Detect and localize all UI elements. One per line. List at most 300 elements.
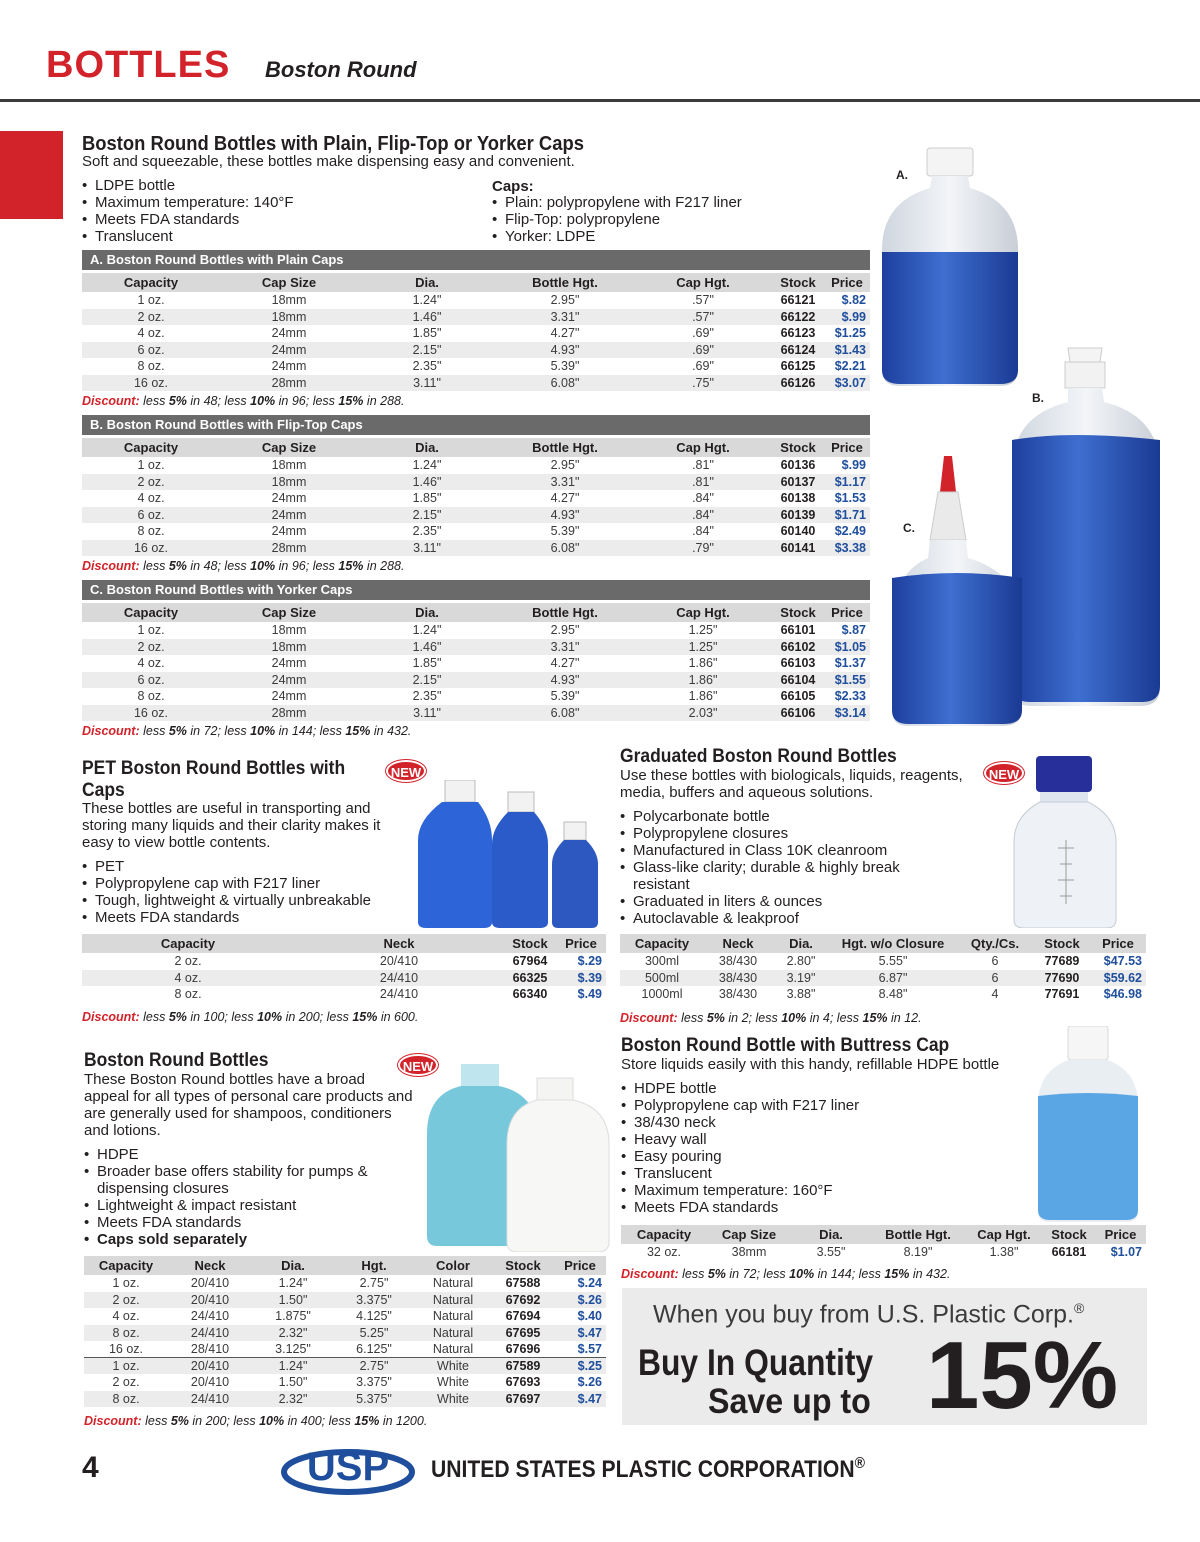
table-cell: 2.32"	[252, 1325, 334, 1342]
table-row	[620, 970, 1146, 987]
table-cell: 2.35"	[412, 359, 442, 374]
table-cell: 16 oz.	[82, 705, 220, 722]
table-cell: 2.35"	[412, 524, 442, 539]
table-cell: 6	[956, 970, 1034, 987]
s1-features	[82, 177, 482, 245]
table-cell: 5.55"	[878, 954, 908, 969]
table-cell: 20/410	[190, 1276, 230, 1291]
s1-table-block	[82, 580, 870, 738]
table-cell: 66340	[512, 987, 548, 1002]
table-cell: 18mm	[271, 293, 307, 308]
table-cell: 66106	[772, 705, 824, 722]
promo-percent: 15%	[926, 1322, 1119, 1429]
table-row	[620, 986, 1146, 1003]
table-cell: White	[414, 1358, 492, 1375]
table-cell: 20/410	[168, 1358, 252, 1375]
table-cell: 66104	[772, 672, 824, 689]
table-cell: 67964	[512, 954, 548, 969]
buttress-feature: • Meets FDA standards	[621, 1199, 911, 1216]
table-cell: 24mm	[271, 689, 307, 704]
table-row	[82, 375, 870, 392]
table-cell: 1.85"	[412, 491, 442, 506]
table-cell: 2.15"	[358, 672, 496, 689]
promo-line2: Buy In Quantity	[638, 1342, 874, 1383]
table-cell: 67692	[492, 1292, 554, 1309]
usp-logo	[280, 1432, 416, 1500]
table-cell: 24/410	[379, 987, 419, 1002]
pet-feature: • Polypropylene cap with F217 liner	[82, 875, 412, 892]
col-header: Price	[1090, 934, 1146, 953]
table-cell: 1.24"	[252, 1358, 334, 1375]
table-cell: 28mm	[220, 705, 358, 722]
table-cell: 4.27"	[550, 326, 580, 341]
table-cell: $3.07	[824, 375, 870, 392]
table-cell: 66124	[772, 342, 824, 359]
table-cell: $.25	[554, 1358, 606, 1375]
table-cell: 1.25"	[634, 639, 772, 656]
s1-cap-item: • Flip-Top: polypropylene	[492, 211, 822, 228]
grad-feature: • Polypropylene closures	[620, 825, 930, 842]
promo-line1: When you buy from U.S. Plastic Corp.®	[653, 1300, 1085, 1329]
table-cell: 8 oz.	[174, 987, 202, 1002]
table-cell: 6.08"	[496, 705, 634, 722]
col-header: Stock	[772, 273, 824, 292]
table-cell: 8 oz.	[137, 524, 165, 539]
table-cell: 1.46"	[358, 639, 496, 656]
table-cell: 2.95"	[550, 293, 580, 308]
table-cell: 6.08"	[496, 375, 634, 392]
table-row	[84, 1391, 606, 1408]
table-cell: Natural	[414, 1292, 492, 1309]
table-cell: 8.19"	[903, 1245, 933, 1260]
table-row	[620, 953, 1146, 970]
table-cell: $46.98	[1103, 987, 1142, 1002]
table-cell: .79"	[634, 540, 772, 557]
col-header: Dia.	[791, 1225, 871, 1244]
table-cell: $1.43	[824, 342, 870, 359]
table-cell: 2.95"	[550, 458, 580, 473]
s1-cap-item: • Plain: polypropylene with F217 liner	[492, 194, 822, 211]
table-cell: White	[414, 1391, 492, 1408]
table-cell: 4.27"	[550, 656, 580, 671]
table-cell: 60141	[772, 540, 824, 557]
buttress-intro: Store liquids easily with this handy, refillable HDPE bottle	[621, 1056, 1000, 1073]
col-header: Cap Size	[707, 1225, 791, 1244]
table-cell: 28mm	[220, 540, 358, 557]
table-cell: 3.375"	[334, 1292, 414, 1309]
table-cell: $.57	[577, 1342, 602, 1356]
table-cell: $.87	[841, 623, 866, 638]
col-header: Cap Size	[220, 438, 358, 457]
bottle-a-label: A.	[896, 168, 908, 182]
s1-caps-heading: Caps:	[492, 178, 534, 195]
table-cell: 16 oz.	[108, 1342, 144, 1356]
table-cell: 3.88"	[786, 987, 816, 1002]
pet-title-line2: Caps	[82, 780, 125, 801]
table-cell: 66125	[780, 359, 816, 374]
table-cell: 4 oz.	[137, 491, 165, 506]
table-cell: $.49	[577, 987, 602, 1002]
table-cell: $.40	[577, 1309, 602, 1324]
page-number: 4	[82, 1451, 99, 1484]
table-cell: 24/410	[168, 1325, 252, 1342]
table-row	[84, 1341, 606, 1358]
table-row	[82, 705, 870, 722]
s1-feature: • Maximum temperature: 140°F	[82, 194, 482, 211]
table-cell: .69"	[692, 326, 714, 341]
grad-feature: • Manufactured in Class 10K cleanroom	[620, 842, 930, 859]
table-cell: $1.55	[824, 672, 870, 689]
table-row	[84, 1325, 606, 1342]
table-cell: 66105	[780, 689, 816, 704]
table-cell: 6	[991, 954, 999, 969]
table-cell: 24mm	[271, 656, 307, 671]
table-cell: 6 oz.	[82, 507, 220, 524]
table-cell: 5.39"	[550, 524, 580, 539]
table-cell: 2.15"	[358, 507, 496, 524]
col-header: Bottle Hgt.	[871, 1225, 965, 1244]
table-cell: $2.33	[834, 689, 866, 704]
table-cell: 20/410	[379, 954, 419, 969]
table-cell: Natural	[432, 1342, 474, 1356]
grad-new-badge: NEW	[984, 762, 1024, 784]
brb-features	[84, 1146, 404, 1248]
table-cell: 3.11"	[358, 375, 496, 392]
table-cell: 4 oz.	[82, 970, 294, 987]
table-row	[82, 325, 870, 342]
table-cell: 4 oz.	[112, 1309, 140, 1324]
table-cell: 67589	[492, 1358, 554, 1375]
col-header: Neck	[168, 1256, 252, 1275]
table-cell: 8 oz.	[84, 1325, 168, 1342]
table-cell: $1.07	[1110, 1245, 1142, 1260]
table-row	[82, 523, 870, 540]
table-cell: 6.87"	[830, 970, 956, 987]
col-header: Qty./Cs.	[956, 934, 1034, 953]
table-cell: 1.24"	[412, 458, 442, 473]
brb-new-badge: NEW	[398, 1054, 438, 1076]
brb-bottles-image	[425, 1064, 611, 1252]
col-header: Dia.	[358, 273, 496, 292]
table-cell: 3.31"	[496, 474, 634, 491]
table-cell: 1.86"	[688, 689, 718, 704]
col-header: Hgt. w/o Closure	[830, 934, 956, 953]
table-cell: .57"	[634, 309, 772, 326]
table-cell: 1.24"	[412, 623, 442, 638]
table-cell: .84"	[634, 507, 772, 524]
table-row	[84, 1275, 606, 1292]
table-cell: 16 oz.	[82, 540, 220, 557]
table-row	[82, 622, 870, 639]
header-rule	[0, 99, 1200, 102]
table-row	[82, 986, 606, 1003]
s1-price-table	[82, 273, 870, 391]
table-cell: 28mm	[220, 375, 358, 392]
table-cell: $.39	[556, 970, 606, 987]
table-row	[82, 474, 870, 491]
table-cell: 60136	[780, 458, 816, 473]
table-cell: 1000ml	[641, 987, 683, 1002]
col-header: Bottle Hgt.	[496, 603, 634, 622]
table-cell: 67588	[505, 1276, 541, 1291]
table-cell: $1.37	[834, 656, 866, 671]
table-cell: 24mm	[220, 342, 358, 359]
table-cell: 77689	[1044, 954, 1080, 969]
col-header: Capacity	[621, 1225, 707, 1244]
pet-features	[82, 858, 412, 926]
table-cell: 8 oz.	[137, 689, 165, 704]
pet-table	[82, 934, 606, 1003]
buttress-feature: • HDPE bottle	[621, 1080, 911, 1097]
table-cell: Natural	[432, 1276, 474, 1291]
table-cell: 24mm	[271, 359, 307, 374]
brb-title: Boston Round Bottles	[84, 1050, 269, 1071]
table-cell: 24mm	[220, 507, 358, 524]
s1-feature: • Meets FDA standards	[82, 211, 482, 228]
table-cell: 20/410	[168, 1292, 252, 1309]
table-cell: .81"	[634, 474, 772, 491]
table-cell: 1.46"	[358, 309, 496, 326]
table-cell: .69"	[692, 359, 714, 374]
table-cell: 4 oz.	[137, 326, 165, 341]
grad-intro: Use these bottles with biologicals, liquids, reagents, media, buffers and aqueous solutions.	[620, 767, 963, 801]
table-cell: 60137	[772, 474, 824, 491]
bottle-a-image	[882, 148, 1018, 386]
table-cell: 24/410	[190, 1309, 230, 1324]
table-cell: 8.48"	[878, 987, 908, 1002]
pet-bottles-image	[412, 780, 607, 928]
buttress-feature: • Maximum temperature: 160°F	[621, 1182, 911, 1199]
red-side-tab	[0, 131, 63, 219]
s1-discount: Discount: less 5% in 72; less 10% in 144; less 15% in 432.	[82, 724, 412, 738]
table-cell: 1.86"	[634, 672, 772, 689]
bottle-c-label: C.	[903, 521, 915, 535]
table-cell: 2.15"	[358, 342, 496, 359]
col-header: Cap Hgt.	[965, 1225, 1043, 1244]
grad-features	[620, 808, 930, 927]
table-cell: $1.05	[824, 639, 870, 656]
table-cell: 1.46"	[358, 474, 496, 491]
brb-discount: Discount: less 5% in 200; less 10% in 400; less 15% in 1200.	[84, 1414, 428, 1428]
table-cell: 6 oz.	[82, 672, 220, 689]
table-cell: $2.49	[834, 524, 866, 539]
table-title-bar: C. Boston Round Bottles with Yorker Caps	[82, 580, 870, 600]
table-cell: 66325	[504, 970, 556, 987]
table-cell: 24mm	[220, 672, 358, 689]
table-cell: 1.875"	[275, 1309, 311, 1324]
buttress-feature: • Translucent	[621, 1165, 911, 1182]
brb-feature: • HDPE	[84, 1146, 404, 1163]
brb-intro: These Boston Round bottles have a broad appeal for all types of personal care products and are generally used for shampoos, conditioners and lotions.	[84, 1071, 413, 1139]
table-row	[82, 490, 870, 507]
table-cell: 60139	[772, 507, 824, 524]
table-cell: 4.93"	[496, 672, 634, 689]
table-cell: 66181	[1051, 1245, 1087, 1260]
table-cell: 66123	[780, 326, 816, 341]
table-cell: Natural	[432, 1309, 474, 1324]
brb-table	[84, 1256, 606, 1407]
table-cell: 18mm	[220, 639, 358, 656]
buttress-table	[621, 1225, 1146, 1261]
table-cell: 3.375"	[356, 1375, 392, 1390]
table-row	[82, 639, 870, 656]
table-cell: 5.25"	[334, 1325, 414, 1342]
table-cell: 3.55"	[816, 1245, 846, 1260]
col-header: Cap Hgt.	[634, 273, 772, 292]
company-name: UNITED STATES PLASTIC CORPORATION®	[431, 1455, 865, 1483]
pet-intro: These bottles are useful in transporting and storing many liquids and their clarity makes it easy to view bottle contents.	[82, 800, 381, 851]
table-cell: 66103	[780, 656, 816, 671]
table-row	[82, 672, 870, 689]
table-cell: .81"	[692, 458, 714, 473]
pet-feature: • Meets FDA standards	[82, 909, 412, 926]
table-cell: 24mm	[271, 524, 307, 539]
s1-intro: Soft and squeezable, these bottles make dispensing easy and convenient.	[82, 153, 575, 170]
col-header: Stock	[1043, 1225, 1095, 1244]
brb-feature: • Lightweight & impact resistant	[84, 1197, 404, 1214]
col-header: Price	[824, 273, 870, 292]
s1-product-photos	[870, 140, 1200, 740]
s1-price-table	[82, 603, 870, 721]
col-header: Price	[1095, 1225, 1146, 1244]
table-cell: 66121	[780, 293, 816, 308]
table-cell: 66126	[772, 375, 824, 392]
table-cell: $.99	[841, 458, 866, 473]
table-cell: 6.125"	[356, 1342, 392, 1356]
table-cell: 3.125"	[275, 1342, 311, 1356]
col-header: Stock	[492, 1256, 554, 1275]
table-cell: 16 oz.	[82, 375, 220, 392]
table-cell: $1.17	[824, 474, 870, 491]
table-cell: 38/430	[718, 987, 758, 1002]
table-cell: 4.27"	[550, 491, 580, 506]
table-cell: $.47	[554, 1325, 606, 1342]
table-cell: 5.375"	[334, 1391, 414, 1408]
table-cell: 1 oz.	[112, 1276, 140, 1291]
table-cell: 2.75"	[334, 1358, 414, 1375]
table-cell: 2.75"	[359, 1276, 389, 1291]
table-cell: 77690	[1034, 970, 1090, 987]
table-cell: 2 oz.	[82, 474, 220, 491]
grad-table	[620, 934, 1146, 1003]
table-cell: $2.21	[834, 359, 866, 374]
col-header: Price	[824, 438, 870, 457]
table-cell: 24/410	[294, 970, 504, 987]
table-cell: 1.85"	[412, 656, 442, 671]
buttress-feature: • Polypropylene cap with F217 liner	[621, 1097, 911, 1114]
table-cell: 1 oz.	[137, 458, 165, 473]
s1-price-table	[82, 438, 870, 556]
table-row	[82, 688, 870, 705]
s1-discount: Discount: less 5% in 48; less 10% in 96; less 15% in 288.	[82, 394, 405, 408]
table-cell: 66102	[772, 639, 824, 656]
table-cell: 38mm	[731, 1245, 767, 1260]
col-header: Stock	[1034, 934, 1090, 953]
col-header: Capacity	[82, 934, 294, 953]
table-cell: 67695	[492, 1325, 554, 1342]
table-row	[84, 1292, 606, 1309]
col-header: Dia.	[772, 934, 830, 953]
col-header: Price	[824, 603, 870, 622]
col-header: Price	[556, 934, 606, 953]
table-row	[84, 1374, 606, 1391]
table-cell: 1 oz.	[84, 1358, 168, 1375]
table-cell: $.29	[577, 954, 602, 969]
pet-discount: Discount: less 5% in 100; less 10% in 200; less 15% in 600.	[82, 1010, 419, 1024]
table-cell: 1.24"	[412, 293, 442, 308]
table-cell: 24/410	[168, 1391, 252, 1408]
col-header: Neck	[294, 934, 504, 953]
table-cell: 2.95"	[550, 623, 580, 638]
table-row	[82, 953, 606, 970]
table-cell: 18mm	[220, 474, 358, 491]
col-header: Hgt.	[334, 1256, 414, 1275]
table-cell: 67693	[505, 1375, 541, 1390]
table-cell: 38/430	[704, 970, 772, 987]
col-header: Color	[414, 1256, 492, 1275]
s1-feature: • LDPE bottle	[82, 177, 482, 194]
table-cell: 4	[991, 987, 999, 1002]
col-header: Capacity	[620, 934, 704, 953]
table-cell: 2 oz.	[174, 954, 202, 969]
bottle-b-label: B.	[1032, 391, 1044, 405]
table-cell: 8 oz.	[137, 359, 165, 374]
col-header: Dia.	[358, 603, 496, 622]
table-cell: $47.53	[1103, 954, 1142, 969]
page-section-title: BOTTLES	[46, 44, 231, 86]
table-cell: 1 oz.	[137, 623, 165, 638]
table-row	[82, 342, 870, 359]
table-cell: 3.31"	[496, 639, 634, 656]
pet-feature: • PET	[82, 858, 412, 875]
col-header: Neck	[704, 934, 772, 953]
pet-title-line1: PET Boston Round Bottles with	[82, 758, 346, 779]
brb-feature-bold: • Caps sold separately	[84, 1231, 404, 1248]
pet-feature: • Tough, lightweight & virtually unbreakable	[82, 892, 412, 909]
table-cell: Natural	[414, 1325, 492, 1342]
table-cell: 67694	[505, 1309, 541, 1324]
table-cell: 3.11"	[358, 705, 496, 722]
table-cell: 38/430	[718, 954, 758, 969]
table-title-bar: A. Boston Round Bottles with Plain Caps	[82, 250, 870, 270]
graduated-bottle-image	[1010, 756, 1122, 928]
table-cell: 1.50"	[252, 1292, 334, 1309]
s1-table-block	[82, 250, 870, 408]
bottle-c-image	[892, 456, 1022, 726]
table-cell: $.47	[554, 1391, 606, 1408]
table-cell: 24mm	[271, 491, 307, 506]
s1-caps-list	[492, 194, 822, 245]
col-header: Stock	[772, 603, 824, 622]
table-cell: 1.50"	[278, 1375, 308, 1390]
col-header: Dia.	[358, 438, 496, 457]
table-cell: 28/410	[190, 1342, 230, 1356]
table-cell: 2 oz.	[82, 639, 220, 656]
table-cell: 2 oz.	[84, 1292, 168, 1309]
table-cell: $59.62	[1090, 970, 1146, 987]
col-header: Capacity	[82, 273, 220, 292]
col-header: Capacity	[82, 603, 220, 622]
table-cell: .84"	[692, 524, 714, 539]
col-header: Cap Hgt.	[634, 603, 772, 622]
table-cell: $.99	[824, 309, 870, 326]
buttress-feature: • 38/430 neck	[621, 1114, 911, 1131]
col-header: Stock	[504, 934, 556, 953]
table-cell: $1.53	[834, 491, 866, 506]
table-cell: $.24	[577, 1276, 602, 1291]
buttress-features	[621, 1080, 911, 1216]
grad-discount: Discount: less 5% in 2; less 10% in 4; less 15% in 12.	[620, 1011, 922, 1025]
